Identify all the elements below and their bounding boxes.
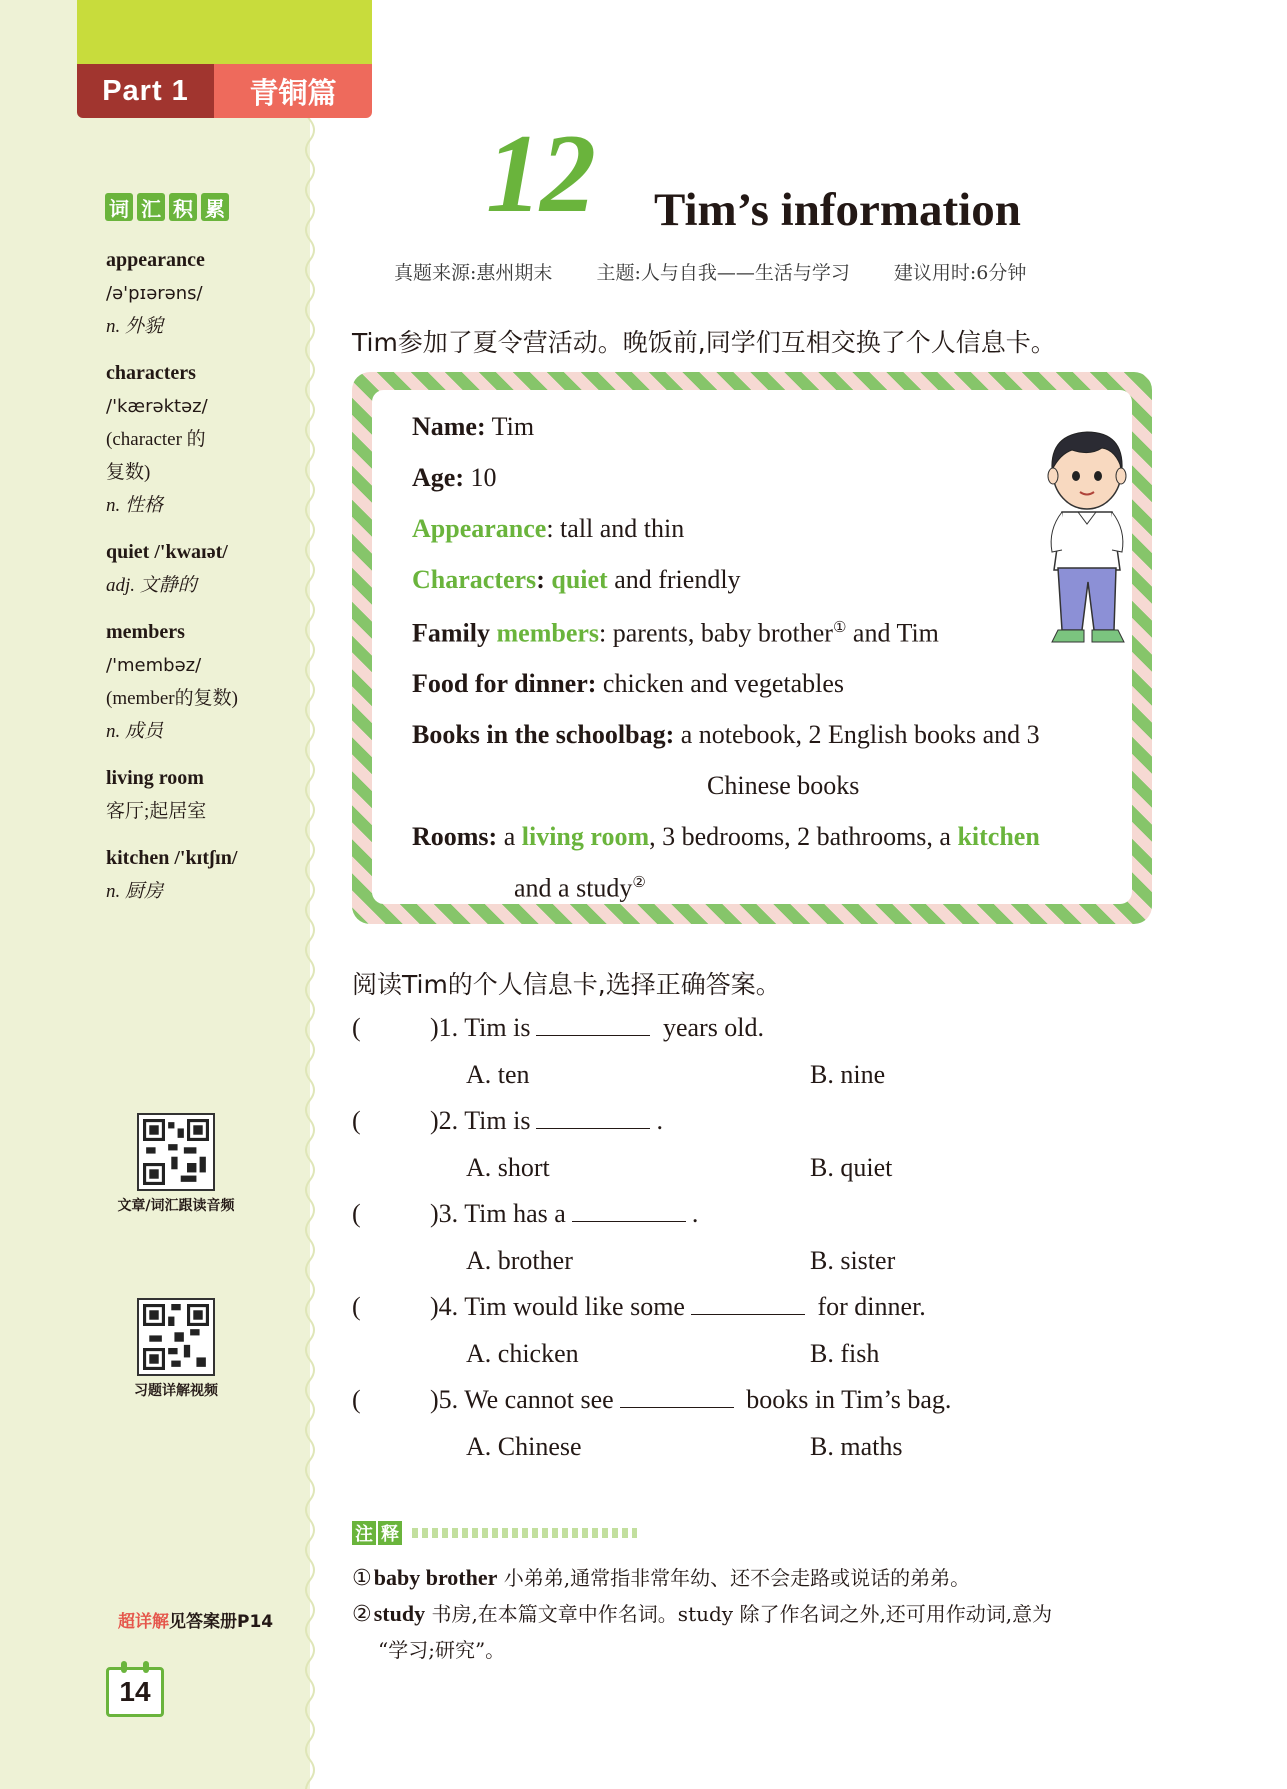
vocab-word: appearance bbox=[106, 249, 205, 271]
vocab-meaning: adj. 文静的 bbox=[106, 575, 197, 596]
vocab-phonetic: /'kærəktəz/ bbox=[106, 396, 208, 417]
card-value: a bbox=[497, 822, 522, 851]
card-label: Family bbox=[412, 618, 497, 648]
vocab-word: members bbox=[106, 621, 185, 643]
card-books-line-2: Chinese books bbox=[707, 771, 860, 800]
part-label: Part 1 bbox=[77, 64, 214, 118]
card-characters-line bbox=[412, 565, 741, 595]
answer-blank bbox=[572, 1200, 686, 1222]
option-b[interactable]: B. sister bbox=[810, 1246, 896, 1275]
vocab-meaning: n. 厨房 bbox=[106, 881, 164, 902]
card-value: , 3 bedrooms, 2 bathrooms, a bbox=[649, 822, 958, 851]
vocab-entry-characters bbox=[106, 357, 306, 522]
vocab-phonetic: /'membəz/ bbox=[106, 655, 202, 676]
question-text-end: books in Tim’s bag. bbox=[739, 1385, 952, 1414]
card-word-highlight: members bbox=[496, 618, 600, 648]
question-text-end: years old. bbox=[656, 1013, 765, 1042]
card-label: Books in the schoolbag: bbox=[412, 720, 675, 749]
vocab-note: 复数) bbox=[106, 462, 151, 483]
vocab-meaning: n. 性格 bbox=[106, 495, 164, 516]
notes-heading bbox=[352, 1521, 637, 1545]
qr-video-caption: 习题详解视频 bbox=[134, 1383, 218, 1399]
note-text: 书房,在本篇文章中作名词。study 除了作名词之外,还可用作动词,意为 bbox=[425, 1602, 1053, 1626]
vocab-entry-quiet bbox=[106, 536, 306, 602]
note-term: study bbox=[373, 1601, 426, 1626]
card-value: and Tim bbox=[846, 618, 939, 648]
options-4 bbox=[466, 1339, 880, 1369]
note-2 bbox=[352, 1598, 1052, 1627]
lesson-title: Tim’s information bbox=[654, 184, 1021, 236]
part-name: 青铜篇 bbox=[214, 64, 372, 118]
question-text: )1. Tim is bbox=[430, 1013, 531, 1042]
option-a[interactable]: A. chicken bbox=[466, 1339, 579, 1368]
question-1 bbox=[352, 1013, 764, 1043]
card-word-highlight: living room bbox=[521, 822, 650, 851]
answer-paren[interactable]: ( bbox=[352, 1106, 361, 1135]
notes-tag bbox=[352, 1521, 404, 1545]
option-a[interactable]: A. ten bbox=[466, 1060, 530, 1089]
card-label: Name: bbox=[412, 412, 486, 441]
question-text: )3. Tim has a bbox=[430, 1199, 566, 1228]
card-family-line bbox=[412, 618, 939, 649]
meta-source: 真题来源:惠州期末 bbox=[394, 262, 553, 284]
card-value: : tall and thin bbox=[546, 514, 685, 543]
qr-audio-caption: 文章/词汇跟读音频 bbox=[117, 1198, 235, 1214]
qr-code-audio[interactable] bbox=[137, 1113, 215, 1191]
card-label: Food for dinner: bbox=[412, 669, 597, 698]
question-text: )5. We cannot see bbox=[430, 1385, 614, 1414]
answer-paren[interactable]: ( bbox=[352, 1013, 361, 1042]
meta-theme: 主题:人与自我——生活与学习 bbox=[596, 262, 850, 284]
answer-paren[interactable]: ( bbox=[352, 1385, 361, 1414]
boy-illustration bbox=[1032, 420, 1142, 650]
notes-tag-char: 注 bbox=[352, 1521, 376, 1545]
option-b[interactable]: B. maths bbox=[810, 1432, 903, 1461]
card-value: and a study bbox=[514, 873, 633, 903]
card-appearance-line bbox=[412, 514, 684, 544]
lesson-meta bbox=[394, 258, 1064, 285]
part-tab bbox=[77, 64, 372, 118]
option-b[interactable]: B. fish bbox=[810, 1339, 880, 1368]
notes-tag-char: 释 bbox=[378, 1521, 402, 1545]
question-3 bbox=[352, 1199, 698, 1229]
vocab-heading-char: 累 bbox=[201, 193, 229, 221]
question-text: )4. Tim would like some bbox=[430, 1292, 685, 1321]
card-food-line bbox=[412, 669, 844, 699]
question-5 bbox=[352, 1385, 951, 1415]
info-card-body bbox=[372, 390, 1132, 904]
card-age-line bbox=[412, 463, 496, 493]
note-marker: ① bbox=[832, 618, 847, 636]
note-term: baby brother bbox=[373, 1565, 498, 1590]
answer-blank bbox=[691, 1293, 805, 1315]
intro-text: Tim参加了夏令营活动。晚饭前,同学们互相交换了个人信息卡。 bbox=[352, 328, 1056, 357]
card-word-highlight: kitchen bbox=[957, 822, 1040, 851]
header-band bbox=[77, 0, 372, 64]
note-text: 小弟弟,通常指非常年幼、还不会走路或说话的弟弟。 bbox=[497, 1566, 971, 1590]
card-rooms-line bbox=[412, 822, 1040, 852]
question-2 bbox=[352, 1106, 663, 1136]
option-b[interactable]: B. nine bbox=[810, 1060, 886, 1089]
card-value: 10 bbox=[463, 463, 497, 492]
card-label: Rooms: bbox=[412, 822, 498, 851]
answer-blank bbox=[620, 1386, 734, 1408]
vocab-heading bbox=[105, 193, 229, 221]
vocab-list bbox=[106, 244, 306, 922]
note-marker: ① bbox=[352, 1566, 372, 1591]
vocab-meaning: n. 外貌 bbox=[106, 316, 164, 337]
card-value: : parents, baby brother bbox=[599, 618, 833, 648]
lesson-number: 12 bbox=[486, 112, 594, 236]
card-label-highlight: Characters bbox=[412, 565, 537, 594]
answer-paren[interactable]: ( bbox=[352, 1199, 361, 1228]
note-marker: ② bbox=[632, 873, 646, 891]
vocab-entry-appearance bbox=[106, 244, 306, 343]
card-value: and friendly bbox=[607, 565, 741, 594]
vocab-heading-char: 词 bbox=[105, 193, 133, 221]
answer-highlight: 超详解 bbox=[118, 1612, 169, 1632]
option-a[interactable]: A. brother bbox=[466, 1246, 573, 1275]
card-colon: : bbox=[536, 565, 552, 594]
options-2 bbox=[466, 1153, 893, 1183]
vocab-meaning: n. 成员 bbox=[106, 721, 164, 742]
question-4 bbox=[352, 1292, 926, 1322]
vocab-note: (member的复数) bbox=[106, 688, 238, 709]
options-1 bbox=[466, 1060, 886, 1090]
vocab-word: quiet /'kwaɪət/ bbox=[106, 541, 228, 563]
card-value: a notebook, 2 English books and 3 bbox=[674, 720, 1040, 749]
option-a[interactable]: A. short bbox=[466, 1153, 550, 1182]
answer-blank bbox=[536, 1014, 650, 1036]
vocab-heading-char: 积 bbox=[169, 193, 197, 221]
card-books-line bbox=[412, 720, 1040, 750]
vocab-note: (character 的 bbox=[106, 429, 206, 450]
notes-dotted-rule bbox=[412, 1528, 637, 1538]
vocab-phonetic: /ə'pɪərəns/ bbox=[106, 283, 203, 304]
answer-blank bbox=[536, 1107, 650, 1129]
options-3 bbox=[466, 1246, 896, 1276]
question-text-end: . bbox=[691, 1199, 699, 1228]
note-2-continued: “学习;研究”。 bbox=[378, 1638, 506, 1662]
answer-paren[interactable]: ( bbox=[352, 1292, 361, 1321]
question-text-end: . bbox=[656, 1106, 663, 1135]
option-a[interactable]: A. Chinese bbox=[466, 1432, 582, 1461]
card-value: Tim bbox=[485, 412, 535, 441]
qr-code-icon bbox=[143, 1304, 209, 1370]
task-instruction: 阅读Tim的个人信息卡,选择正确答案。 bbox=[352, 970, 781, 999]
vocab-word: living room bbox=[106, 767, 204, 789]
card-word-highlight: quiet bbox=[551, 565, 608, 594]
answer-reference bbox=[118, 1607, 273, 1632]
question-text: )2. Tim is bbox=[430, 1106, 531, 1135]
vocab-word: characters bbox=[106, 362, 196, 384]
vocab-meaning: 客厅;起居室 bbox=[106, 801, 207, 822]
vocab-entry-members bbox=[106, 616, 306, 748]
vocab-heading-char: 汇 bbox=[137, 193, 165, 221]
card-value: chicken and vegetables bbox=[596, 669, 845, 698]
question-text-end: for dinner. bbox=[810, 1292, 926, 1321]
vocab-entry-living-room bbox=[106, 762, 306, 828]
note-1 bbox=[352, 1562, 970, 1591]
card-label-highlight: Appearance bbox=[412, 514, 547, 543]
qr-code-video[interactable] bbox=[137, 1298, 215, 1376]
note-marker: ② bbox=[352, 1602, 372, 1627]
card-name-line bbox=[412, 412, 534, 442]
card-rooms-line-2 bbox=[514, 873, 646, 904]
options-5 bbox=[466, 1432, 903, 1462]
card-label: Age: bbox=[412, 463, 464, 492]
option-b[interactable]: B. quiet bbox=[810, 1153, 893, 1182]
vocab-word: kitchen /'kɪtʃɪn/ bbox=[106, 847, 238, 869]
vocab-entry-kitchen bbox=[106, 842, 306, 908]
qr-code-icon bbox=[143, 1119, 209, 1185]
info-card bbox=[352, 372, 1152, 924]
meta-time: 建议用时:6分钟 bbox=[893, 262, 1027, 284]
answer-text: 见答案册P14 bbox=[169, 1612, 274, 1632]
page-number: 14 bbox=[106, 1667, 164, 1717]
